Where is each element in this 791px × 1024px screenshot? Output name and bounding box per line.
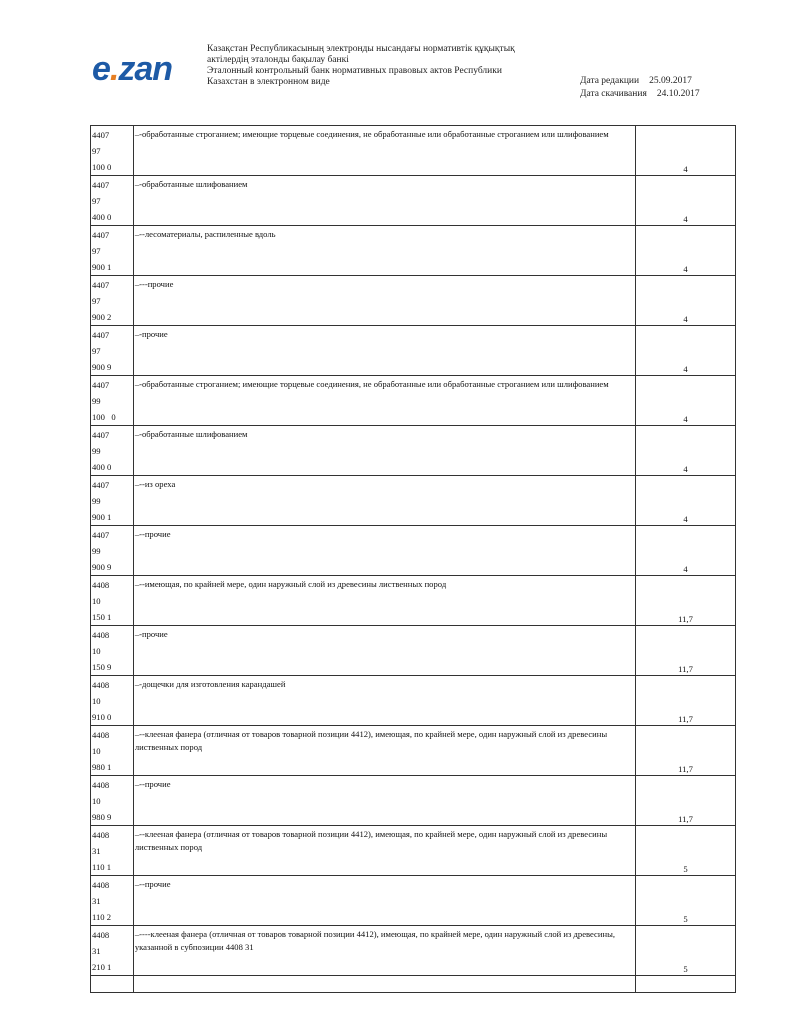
download-date-value: 24.10.2017 xyxy=(656,89,700,99)
table-row xyxy=(91,526,736,576)
table-row xyxy=(91,176,736,226)
table-row xyxy=(91,826,736,876)
code-part-3: 150 9 xyxy=(92,662,112,672)
rate-cell xyxy=(636,276,736,326)
code-part-2: 97 xyxy=(92,146,101,156)
code-part-2: 31 xyxy=(92,846,101,856)
rate-cell xyxy=(636,626,736,676)
code-part-2: 31 xyxy=(92,946,101,956)
header-line-3: Эталонный контрольный банк нормативных правовых актов Республики xyxy=(207,66,502,76)
table-row xyxy=(91,376,736,426)
code-part-2: 99 xyxy=(92,496,101,506)
rate-value: 4 xyxy=(683,164,688,174)
code-part-2: 99 xyxy=(92,396,101,406)
description-cell: –-обработанные строганием; имеющие торцевые соединения, не обработанные или обработанные строганием или шлифованием xyxy=(133,126,635,176)
date-block xyxy=(580,75,700,101)
rate-value: 4 xyxy=(683,564,688,574)
tnved-code-cell xyxy=(91,776,134,826)
code-part-2: 97 xyxy=(92,346,101,356)
code-part-2: 99 xyxy=(92,546,101,556)
tnved-code-cell xyxy=(91,126,134,176)
table-row xyxy=(91,676,736,726)
code-part-3: 900 2 xyxy=(92,312,112,322)
rate-value: 4 xyxy=(683,314,688,324)
table-row xyxy=(91,926,736,976)
code-part-2: 10 xyxy=(92,596,101,606)
tnved-code-cell xyxy=(91,526,134,576)
code-part-3: 400 0 xyxy=(92,212,112,222)
code-part-1: 4408 xyxy=(92,730,110,740)
tnved-code-cell xyxy=(91,326,134,376)
table-row xyxy=(91,476,736,526)
rate-cell xyxy=(636,576,736,626)
rate-value: 4 xyxy=(683,414,688,424)
rate-value: 5 xyxy=(683,964,688,974)
table-row xyxy=(91,876,736,926)
rate-cell xyxy=(636,176,736,226)
code-part-1: 4408 xyxy=(92,630,110,640)
rate-cell xyxy=(636,776,736,826)
code-part-3: 400 0 xyxy=(92,462,112,472)
header-line-2: актілердің эталонды бақылау банкі xyxy=(207,55,349,65)
ezan-logo: e.zan xyxy=(92,50,173,88)
rate-value: 11,7 xyxy=(678,764,693,774)
code-part-1: 4407 xyxy=(92,130,110,140)
code-part-2: 10 xyxy=(92,696,101,706)
header-line-1: Казақстан Республикасының электронды нысандағы нормативтік құқықтық xyxy=(207,44,515,54)
rate-value: 11,7 xyxy=(678,714,693,724)
description-cell: –--прочие xyxy=(133,776,635,826)
rate-value: 4 xyxy=(683,514,688,524)
tnved-code-cell xyxy=(91,876,134,926)
code-part-1: 4407 xyxy=(92,430,110,440)
rate-cell xyxy=(636,876,736,926)
description-cell: –--клееная фанера (отличная от товаров товарной позиции 4412), имеющая, по крайней мере, один наружный слой из древесины лиственных пород xyxy=(133,726,635,776)
code-part-3: 110 1 xyxy=(92,862,112,872)
table-row xyxy=(91,276,736,326)
table-row xyxy=(91,226,736,276)
rate-cell xyxy=(636,926,736,976)
table-row xyxy=(91,426,736,476)
description-cell: –-обработанные шлифованием xyxy=(133,426,635,476)
rate-value: 5 xyxy=(683,914,688,924)
download-date-label: Дата скачивания xyxy=(580,89,647,99)
tnved-code-cell xyxy=(91,276,134,326)
tnved-code-cell xyxy=(91,376,134,426)
rate-value: 4 xyxy=(683,214,688,224)
code-part-1: 4408 xyxy=(92,680,110,690)
code-part-3: 980 1 xyxy=(92,762,112,772)
description-cell: –--лесоматериалы, распиленные вдоль xyxy=(133,226,635,276)
code-part-3: 900 9 xyxy=(92,362,112,372)
tnved-code-cell xyxy=(91,676,134,726)
edit-date-label: Дата редакции xyxy=(580,76,640,86)
description-cell: –--клееная фанера (отличная от товаров товарной позиции 4412), имеющая, по крайней мере, один наружный слой из древесины лиственных пород xyxy=(133,826,635,876)
table-row xyxy=(91,726,736,776)
tnved-code-cell xyxy=(91,426,134,476)
description-cell: –----клееная фанера (отличная от товаров товарной позиции 4412), имеющая, по крайней мере, один наружный слой из древесины, указанной в субпозиции 4408 31 xyxy=(133,926,635,976)
rate-value: 4 xyxy=(683,264,688,274)
code-part-2: 10 xyxy=(92,746,101,756)
rate-cell xyxy=(636,676,736,726)
rate-value: 11,7 xyxy=(678,614,693,624)
rate-cell xyxy=(636,226,736,276)
edit-date-value: 25.09.2017 xyxy=(649,76,692,86)
description-cell: –-прочие xyxy=(133,326,635,376)
code-part-3: 110 2 xyxy=(92,912,112,922)
rate-value: 5 xyxy=(683,864,688,874)
description-cell: –-прочие xyxy=(133,626,635,676)
header-line-4: Казахстан в электронном виде xyxy=(207,77,330,87)
code-part-3: 900 1 xyxy=(92,512,112,522)
code-part-3: 900 1 xyxy=(92,262,112,272)
code-part-2: 97 xyxy=(92,196,101,206)
rate-cell xyxy=(636,526,736,576)
rate-value: 4 xyxy=(683,464,688,474)
rate-cell xyxy=(636,426,736,476)
tnved-code-cell xyxy=(91,176,134,226)
table-row xyxy=(91,776,736,826)
code-part-1: 4407 xyxy=(92,230,110,240)
empty-cell xyxy=(636,976,736,993)
rate-value: 11,7 xyxy=(678,814,693,824)
code-part-1: 4408 xyxy=(92,930,110,940)
table-row xyxy=(91,626,736,676)
description-cell: –---прочие xyxy=(133,276,635,326)
code-part-1: 4408 xyxy=(92,780,110,790)
empty-cell xyxy=(133,976,635,993)
code-part-1: 4407 xyxy=(92,180,110,190)
rate-cell xyxy=(636,726,736,776)
code-part-1: 4408 xyxy=(92,880,110,890)
table-row xyxy=(91,326,736,376)
code-part-1: 4408 xyxy=(92,830,110,840)
tnved-code-cell xyxy=(91,576,134,626)
code-part-1: 4407 xyxy=(92,280,110,290)
code-part-1: 4407 xyxy=(92,380,110,390)
empty-cell xyxy=(91,976,134,993)
rate-cell xyxy=(636,126,736,176)
rate-cell xyxy=(636,476,736,526)
header-text xyxy=(207,44,515,88)
code-part-3: 900 9 xyxy=(92,562,112,572)
code-part-3: 210 1 xyxy=(92,962,112,972)
tnved-code-cell xyxy=(91,626,134,676)
tnved-code-cell xyxy=(91,226,134,276)
code-part-3: 150 1 xyxy=(92,612,112,622)
tnved-code-cell xyxy=(91,726,134,776)
rate-cell xyxy=(636,376,736,426)
tnved-code-cell xyxy=(91,826,134,876)
code-part-3: 980 9 xyxy=(92,812,112,822)
description-cell: –-дощечки для изготовления карандашей xyxy=(133,676,635,726)
description-cell: –-обработанные строганием; имеющие торцевые соединения, не обработанные или обработанные строганием или шлифованием xyxy=(133,376,635,426)
code-part-1: 4407 xyxy=(92,480,110,490)
code-part-1: 4407 xyxy=(92,530,110,540)
code-part-2: 99 xyxy=(92,446,101,456)
code-part-1: 4408 xyxy=(92,580,110,590)
rate-value: 4 xyxy=(683,364,688,374)
description-cell: –-обработанные шлифованием xyxy=(133,176,635,226)
description-cell: –--прочие xyxy=(133,526,635,576)
code-part-2: 97 xyxy=(92,296,101,306)
table-row xyxy=(91,576,736,626)
tnved-code-cell xyxy=(91,926,134,976)
code-part-1: 4407 xyxy=(92,330,110,340)
code-part-2: 31 xyxy=(92,896,101,906)
tariff-table xyxy=(90,125,736,993)
code-part-3: 100 0 xyxy=(92,162,112,172)
rate-value: 11,7 xyxy=(678,664,693,674)
description-cell: –--имеющая, по крайней мере, один наружный слой из древесины лиственных пород xyxy=(133,576,635,626)
rate-cell xyxy=(636,326,736,376)
code-part-2: 97 xyxy=(92,246,101,256)
code-part-2: 10 xyxy=(92,646,101,656)
description-cell: –--из ореха xyxy=(133,476,635,526)
rate-cell xyxy=(636,826,736,876)
code-part-3: 910 0 xyxy=(92,712,112,722)
tnved-code-cell xyxy=(91,476,134,526)
empty-table-row xyxy=(91,976,736,993)
table-row xyxy=(91,126,736,176)
code-part-2: 10 xyxy=(92,796,101,806)
description-cell: –--прочие xyxy=(133,876,635,926)
code-part-3: 100 0 xyxy=(92,412,116,422)
